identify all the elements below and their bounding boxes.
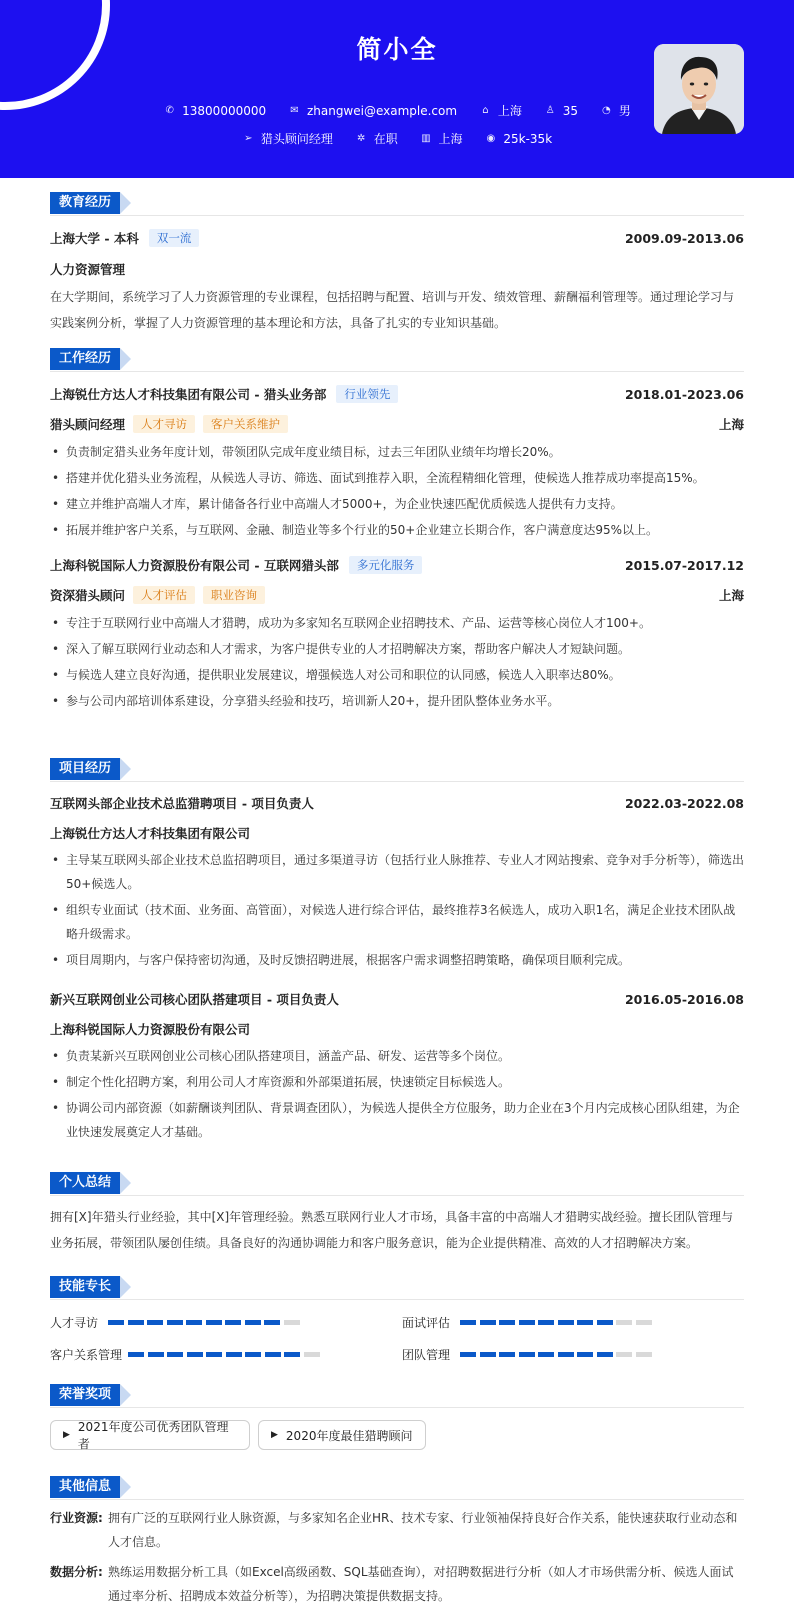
skill-segment-filled xyxy=(597,1320,613,1325)
company-tag: 行业领先 xyxy=(336,385,398,403)
company-tag: 多元化服务 xyxy=(349,556,423,574)
skill-segment-filled xyxy=(206,1352,222,1357)
skill-segment-filled xyxy=(480,1352,496,1357)
skill-segment-empty xyxy=(636,1320,652,1325)
skill-level-bar xyxy=(460,1352,655,1357)
list-item: • 组织专业面试（技术面、业务面、高管面），对候选人进行综合评估，最终推荐3名候选人，成功入职1名，满足企业技术团队战略升级需求。 xyxy=(50,898,744,946)
other-label: 数据分析: xyxy=(50,1565,103,1579)
salary-info xyxy=(484,132,552,146)
skill-segment-filled xyxy=(167,1352,183,1357)
job-header xyxy=(50,385,744,403)
skill-segment-empty xyxy=(284,1320,300,1325)
phone-text: 13800000000 xyxy=(182,103,267,118)
skill-segment-filled xyxy=(558,1352,574,1357)
skill-tag: 客户关系维护 xyxy=(203,415,288,433)
phone-info xyxy=(163,104,266,118)
skill-segment-filled xyxy=(245,1352,261,1357)
other-text: 拥有广泛的互联网行业人脉资源，与多家知名企业HR、技术专家、行业领袖保持良好合作关系，能快速获取行业动态和人才信息。 xyxy=(108,1511,738,1549)
avatar-illustration xyxy=(654,44,744,134)
section-title: 其他信息 xyxy=(50,1476,744,1500)
skill-segment-filled xyxy=(167,1320,183,1325)
education-header xyxy=(50,229,744,247)
job-role-row xyxy=(50,586,744,604)
skill-item xyxy=(402,1314,655,1331)
section-title: 项目经历 xyxy=(50,758,744,782)
gender-text: 男 xyxy=(618,104,631,118)
skill-item xyxy=(50,1314,303,1331)
skill-item xyxy=(402,1346,655,1363)
other-label: 行业资源: xyxy=(50,1511,103,1525)
company-name: 上海科锐国际人力资源股份有限公司 - 互联网猎头部 xyxy=(50,558,339,573)
job-role: 资深猎头顾问 xyxy=(50,588,126,603)
skill-name: 团队管理 xyxy=(402,1348,451,1362)
job-date: 2018.01-2023.06 xyxy=(624,386,744,402)
position-info xyxy=(242,130,333,147)
project-date: 2016.05-2016.08 xyxy=(624,991,744,1007)
list-item: • 与候选人建立良好沟通，提供职业发展建议，增强候选人对公司和职位的认同感，候选人入职率达80%。 xyxy=(50,663,744,687)
skill-level-bar xyxy=(108,1320,303,1325)
skill-segment-filled xyxy=(519,1320,535,1325)
project-name: 新兴互联网创业公司核心团队搭建项目 - 项目负责人 xyxy=(50,992,339,1007)
age-icon: ♙ xyxy=(545,105,555,116)
education-section xyxy=(50,192,744,330)
age-info xyxy=(544,104,578,118)
list-item: • 建立并维护高端人才库，累计储备各行业中高端人才5000+，为企业快速匹配优质候选人提供有力支持。 xyxy=(50,492,744,516)
other-item xyxy=(50,1560,744,1608)
position-text: 猎头顾问经理 xyxy=(260,132,333,146)
skill-segment-filled xyxy=(128,1352,144,1357)
skill-segment-filled xyxy=(147,1320,163,1325)
skill-segment-filled xyxy=(226,1352,242,1357)
target-city-text: 上海 xyxy=(438,132,463,146)
skill-segment-filled xyxy=(577,1320,593,1325)
skills-section xyxy=(50,1276,744,1362)
list-item: • 制定个性化招聘方案，利用公司人才库资源和外部渠道拓展，快速锁定目标候选人。 xyxy=(50,1070,744,1094)
section-title: 个人总结 xyxy=(50,1172,744,1196)
project-company: 上海锐仕方达人才科技集团有限公司 xyxy=(50,826,251,841)
age-text: 35 xyxy=(562,103,579,118)
skill-segment-filled xyxy=(128,1320,144,1325)
job-role: 猎头顾问经理 xyxy=(50,417,126,432)
projects-section xyxy=(50,758,745,1139)
mail-icon: ✉ xyxy=(290,105,299,116)
education-desc: 在大学期间，系统学习了人力资源管理的专业课程，包括招聘与配置、培训与开发、绩效管理、薪酬福利管理等。通过理论学习与实践案例分析，掌握了人力资源管理的基本理论和方法，具备了扎实的专业知识基础。 xyxy=(50,290,735,330)
education-date: 2009.09-2013.06 xyxy=(624,230,744,246)
play-icon: ▶ xyxy=(63,1430,70,1440)
skill-segment-filled xyxy=(538,1352,554,1357)
status-info xyxy=(355,130,398,147)
skill-level-bar xyxy=(460,1320,655,1325)
skill-segment-filled xyxy=(187,1352,203,1357)
skill-tag: 人才寻访 xyxy=(133,415,195,433)
skill-tag: 职业咨询 xyxy=(203,586,265,604)
phone-icon: ✆ xyxy=(165,105,174,116)
skill-segment-filled xyxy=(558,1320,574,1325)
list-item: • 负责某新兴互联网创业公司核心团队搭建项目，涵盖产品、研发、运营等多个岗位。 xyxy=(50,1044,744,1068)
skill-tag: 人才评估 xyxy=(133,586,195,604)
list-item: • 项目周期内，与客户保持密切沟通，及时反馈招聘进展，根据客户需求调整招聘策略，确保项目顺利完成。 xyxy=(50,948,744,972)
award-text: 2020年度最佳猎聘顾问 xyxy=(285,1428,413,1443)
school-name: 上海大学 - 本科 xyxy=(50,231,139,246)
job-role-row xyxy=(50,415,744,433)
section-title: 荣誉奖项 xyxy=(50,1384,744,1408)
project-date: 2022.03-2022.08 xyxy=(624,795,744,811)
section-title: 工作经历 xyxy=(50,348,744,372)
status-text: 在职 xyxy=(373,132,398,146)
skill-segment-filled xyxy=(538,1320,554,1325)
job-city: 上海 xyxy=(718,417,744,432)
location-text: 上海 xyxy=(497,104,522,118)
skill-segment-empty xyxy=(616,1320,632,1325)
skill-segment-filled xyxy=(264,1320,280,1325)
other-section xyxy=(50,1476,744,1603)
list-item: • 协调公司内部资源（如薪酬谈判团队、背景调查团队），为候选人提供全方位服务，助力企业在3个月内完成核心团队组建，为企业快速发展奠定人才基础。 xyxy=(50,1096,744,1144)
list-item: • 专注于互联网行业中高端人才猎聘，成功为多家知名互联网企业招聘技术、产品、运营等核心岗位人才100+。 xyxy=(50,611,744,635)
salary-icon: ◉ xyxy=(486,133,496,144)
skill-segment-filled xyxy=(499,1320,515,1325)
job-bullets xyxy=(50,440,744,544)
skill-segment-filled xyxy=(186,1320,202,1325)
summary-section xyxy=(50,1172,744,1250)
skill-segment-empty xyxy=(304,1352,320,1357)
list-item: • 负责制定猎头业务年度计划，带领团队完成年度业绩目标，过去三年团队业绩年均增长20%。 xyxy=(50,440,744,464)
skill-segment-filled xyxy=(597,1352,613,1357)
skill-segment-filled xyxy=(265,1352,281,1357)
section-title: 技能专长 xyxy=(50,1276,744,1300)
project-header xyxy=(50,794,744,812)
skill-segment-filled xyxy=(148,1352,164,1357)
section-title: 教育经历 xyxy=(50,192,744,216)
list-item: • 拓展并维护客户关系，与互联网、金融、制造业等多个行业的50+企业建立长期合作，客户满意度达95%以上。 xyxy=(50,518,744,542)
project-company: 上海科锐国际人力资源股份有限公司 xyxy=(50,1022,251,1037)
resume-header xyxy=(0,0,794,178)
project-header xyxy=(50,990,744,1008)
home-icon: ⌂ xyxy=(482,105,489,116)
list-item: • 主导某互联网头部企业技术总监招聘项目，通过多渠道寻访（包括行业人脉推荐、专业人才网站搜索、竞争对手分析等），筛选出50+候选人。 xyxy=(50,848,744,896)
list-item: • 深入了解互联网行业动态和人才需求，为客户提供专业的人才招聘解决方案，帮助客户解决人才短缺问题。 xyxy=(50,637,744,661)
email-info xyxy=(288,104,457,118)
other-text: 熟练运用数据分析工具（如Excel高级函数、SQL基础查询），对招聘数据进行分析（如人才市场供需分析、候选人面试通过率分析、招聘成本效益分析等），为招聘决策提供数据支持。 xyxy=(108,1565,734,1603)
skill-name: 面试评估 xyxy=(402,1316,451,1330)
list-item: • 参与公司内部培训体系建设，分享猎头经验和技巧，培训新人20+，提升团队整体业务水平。 xyxy=(50,689,744,713)
list-item: • 搭建并优化猎头业务流程，从候选人寻访、筛选、面试到推荐入职，全流程精细化管理，使候选人推荐成功率提高15%。 xyxy=(50,466,744,490)
job-city: 上海 xyxy=(718,588,744,603)
job-header xyxy=(50,556,744,574)
salary-text: 25k-35k xyxy=(503,131,553,146)
skill-item xyxy=(50,1346,323,1363)
skill-segment-filled xyxy=(460,1320,476,1325)
gender-icon: ◔ xyxy=(601,105,611,116)
work-section xyxy=(50,348,744,708)
play-icon: ▶ xyxy=(271,1430,278,1440)
job-bullets xyxy=(50,611,744,715)
skill-segment-filled xyxy=(480,1320,496,1325)
skill-name: 客户关系管理 xyxy=(50,1348,123,1362)
skill-name: 人才寻访 xyxy=(50,1316,99,1330)
project-bullets xyxy=(50,848,744,974)
award-badge xyxy=(258,1420,426,1450)
project-bullets xyxy=(50,1044,744,1146)
gender-info xyxy=(600,102,631,119)
location-info xyxy=(479,102,522,119)
skill-segment-filled xyxy=(519,1352,535,1357)
award-text: 2021年度公司优秀团队管理者 xyxy=(77,1420,229,1451)
skill-segment-filled xyxy=(284,1352,300,1357)
status-icon: ✲ xyxy=(356,133,366,144)
skill-segment-filled xyxy=(108,1320,124,1325)
job-date: 2015.07-2017.12 xyxy=(624,557,744,573)
target-city-info xyxy=(420,130,463,147)
skill-level-bar xyxy=(128,1352,323,1357)
building-icon: ▥ xyxy=(421,133,431,144)
profile-photo xyxy=(654,44,744,134)
skill-segment-empty xyxy=(616,1352,632,1357)
skill-segment-filled xyxy=(499,1352,515,1357)
company-name: 上海锐仕方达人才科技集团有限公司 - 猎头业务部 xyxy=(50,387,327,402)
school-tag: 双一流 xyxy=(149,229,200,247)
send-icon: ➢ xyxy=(244,133,253,144)
skill-segment-filled xyxy=(245,1320,261,1325)
email-text: zhangwei@example.com xyxy=(306,103,458,118)
candidate-name: 简小全 xyxy=(356,35,438,64)
other-item xyxy=(50,1506,744,1554)
awards-section xyxy=(50,1384,744,1451)
skill-segment-filled xyxy=(206,1320,222,1325)
award-badge xyxy=(50,1420,250,1450)
skill-segment-filled xyxy=(460,1352,476,1357)
skill-segment-filled xyxy=(225,1320,241,1325)
project-name: 互联网头部企业技术总监猎聘项目 - 项目负责人 xyxy=(50,796,314,811)
skill-segment-filled xyxy=(577,1352,593,1357)
summary-text: 拥有[X]年猎头行业经验，其中[X]年管理经验。熟悉互联网行业人才市场，具备丰富的中高端人才猎聘实战经验。擅长团队管理与业务拓展，带领团队屡创佳绩。具备良好的沟通协调能力和客户服务意识，能为企业提供精准、高效的人才招聘解决方案。 xyxy=(50,1210,734,1250)
skill-segment-empty xyxy=(636,1352,652,1357)
major-name: 人力资源管理 xyxy=(50,262,126,277)
